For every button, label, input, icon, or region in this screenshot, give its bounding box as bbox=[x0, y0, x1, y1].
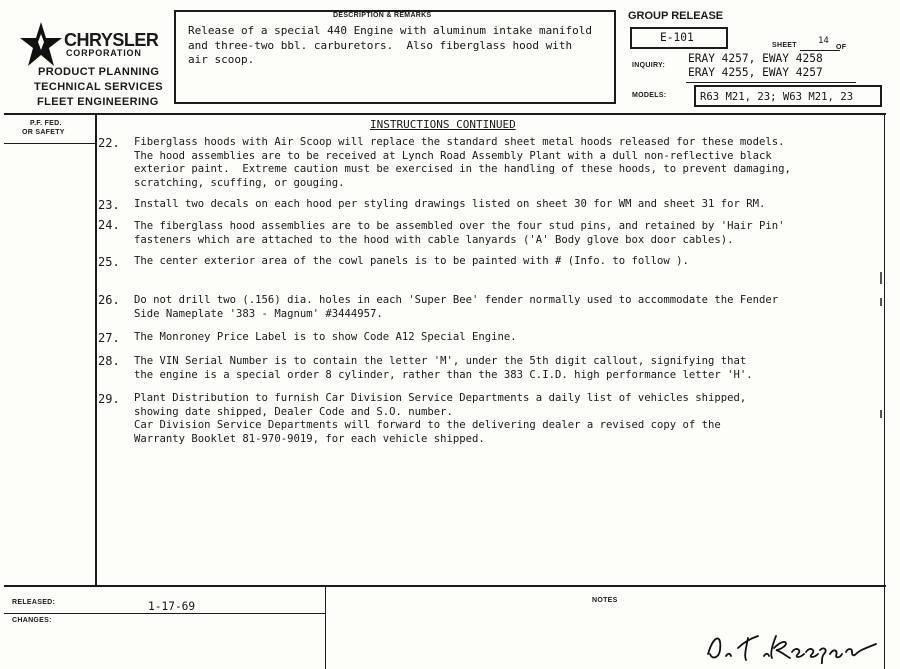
item-number: 26. bbox=[98, 293, 120, 307]
sheet-underline bbox=[800, 50, 840, 51]
sheet-label: SHEET bbox=[772, 42, 797, 49]
item-number: 23. bbox=[98, 198, 120, 212]
header-divider bbox=[4, 113, 886, 115]
dept-product-planning: PRODUCT PLANNING bbox=[38, 66, 160, 78]
signature-image bbox=[700, 628, 885, 664]
item-text: Plant Distribution to furnish Car Division Service Departments a daily list of vehicles shipped, showing date shipped, Dealer Code and S.O. number. Car Division Service Departments will forward to the delivering dealer a revised copy of the Warranty Booklet 81-970-9019, for each vehicle shipped. bbox=[134, 392, 747, 445]
item-text: The center exterior area of the cowl panels is to be painted with # (Info. to follow ). bbox=[134, 255, 689, 267]
instructions-heading: INSTRUCTIONS CONTINUED bbox=[370, 118, 516, 131]
description-text: Release of a special 440 Engine with aluminum intake manifold and three-two bbl. carburetors. Also fiberglass hood with air scoop. bbox=[188, 24, 592, 66]
dept-fleet-engineering: FLEET ENGINEERING bbox=[37, 96, 159, 108]
brand-name: CHRYSLER bbox=[64, 30, 159, 50]
item-text: The Monroney Price Label is to show Code A12 Special Engine. bbox=[134, 331, 517, 343]
changes-label: CHANGES: bbox=[12, 617, 52, 624]
scan-mark bbox=[880, 410, 882, 418]
item-text: The VIN Serial Number is to contain the letter 'M', under the 5th digit callout, signifying that the engine is a special order 8 cylinder, rather than the 383 C.I.D. high performance letter 'H'. bbox=[134, 355, 753, 381]
item-text: The fiberglass hood assemblies are to be assembled over the four stud pins, and retained by 'Hair Pin' fasteners which are attached to the hood with cable lanyards ('A' Body glove box door cables). bbox=[134, 220, 785, 246]
released-label: RELEASED: bbox=[12, 599, 56, 606]
item-text: Install two decals on each hood per styling drawings listed on sheet 30 for WM and sheet 31 for RM. bbox=[134, 198, 766, 210]
pf-fed-label: P.F. FED. bbox=[30, 120, 62, 127]
sheet-value: 14 bbox=[818, 36, 829, 46]
group-release-label: GROUP RELEASE bbox=[628, 10, 724, 22]
item-number: 29. bbox=[98, 392, 120, 406]
item-text: Fiberglass hoods with Air Scoop will replace the standard sheet metal hoods released for these models. The hood assemblies are to be received at Lynch Road Assembly Plant with a dull non-reflective black exterior paint. Extreme caution must be exercised in the handling of these hoods, to prevent damaging, scratching, scuffing, or gouging. bbox=[134, 136, 791, 189]
inquiry-rule bbox=[686, 82, 856, 83]
models-label: MODELS: bbox=[632, 92, 667, 99]
pentastar-logo-icon bbox=[20, 22, 62, 66]
inquiry-line-1: ERAY 4257, EWAY 4258 bbox=[688, 52, 823, 65]
inquiry-label: INQUIRY: bbox=[632, 62, 666, 69]
item-number: 24. bbox=[98, 218, 120, 232]
footer-vertical-divider bbox=[325, 585, 326, 669]
scan-mark bbox=[880, 272, 882, 284]
sheet-of-label: OF bbox=[836, 44, 847, 51]
item-number: 27. bbox=[98, 331, 120, 345]
notes-label: NOTES bbox=[592, 597, 618, 604]
left-column-divider bbox=[95, 113, 97, 585]
models-value: R63 M21, 23; W63 M21, 23 bbox=[700, 91, 854, 103]
footer-divider bbox=[4, 585, 886, 587]
item-number: 22. bbox=[98, 136, 120, 150]
scan-mark bbox=[880, 298, 882, 306]
inquiry-line-2: ERAY 4255, EWAY 4257 bbox=[688, 66, 823, 79]
brand-sub: CORPORATION bbox=[66, 48, 142, 58]
left-column-subrule bbox=[4, 143, 95, 144]
item-number: 25. bbox=[98, 255, 120, 269]
released-value: 1-17-69 bbox=[148, 600, 196, 613]
safety-label: OR SAFETY bbox=[22, 129, 65, 136]
dept-technical-services: TECHNICAL SERVICES bbox=[34, 81, 164, 93]
item-number: 28. bbox=[98, 354, 120, 368]
group-release-value: E-101 bbox=[660, 31, 694, 44]
description-label: DESCRIPTION & REMARKS bbox=[333, 12, 432, 19]
item-text: Do not drill two (.156) dia. holes in each 'Super Bee' fender normally used to accommodate the Fender Side Nameplate '383 - Magnum' #3444957. bbox=[134, 294, 779, 320]
